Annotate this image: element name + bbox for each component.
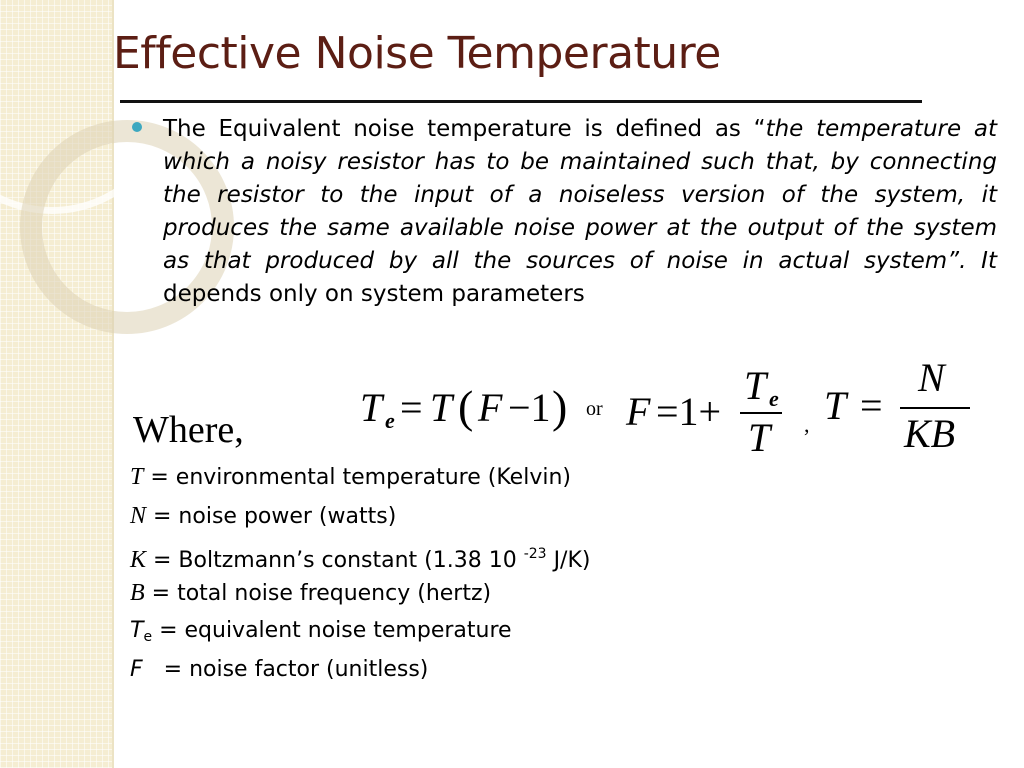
- noise-temperature-formula: [358, 355, 978, 460]
- bullet-tail: depends only on system parameters: [163, 281, 585, 307]
- definition-text: = noise power (watts): [146, 503, 397, 529]
- bullet-quote: the temperature at which a noisy resistor has to be maintained such that, by connecting the resistor to the input of a noiseless version of the system, it produces the same available noise power at the output of the system as that produced by all the sources of noise in actual system”. It: [163, 116, 997, 274]
- definition-text: = equivalent noise temperature: [152, 618, 512, 643]
- symbol-definitions: [130, 458, 590, 689]
- formula-one-plus: =1+: [656, 389, 722, 434]
- formula-fraction-bar-2: [900, 407, 970, 409]
- symbol-k: K: [130, 547, 147, 573]
- formula-fraction-denominator: T: [748, 415, 771, 460]
- definition-f: [130, 651, 590, 690]
- formula-or: or: [586, 398, 603, 420]
- symbol-f: F: [130, 656, 143, 682]
- formula-equals2: =: [860, 383, 883, 428]
- definition-t: [130, 458, 590, 497]
- title-underline: [120, 100, 922, 103]
- where-label: Where,: [133, 409, 244, 451]
- symbol-n: N: [130, 502, 147, 529]
- symbol-t: T: [130, 464, 144, 490]
- definition-text: = environmental temperature (Kelvin): [143, 465, 571, 490]
- formula-f2: F: [626, 389, 651, 434]
- slide-title: Effective Noise Temperature: [113, 28, 721, 79]
- formula-fraction-numerator-sub: e: [769, 386, 779, 411]
- formula-open-paren: (: [458, 381, 474, 432]
- exponent: -23: [523, 546, 547, 562]
- formula-kb-denominator: KB: [904, 411, 956, 456]
- formula-te-lhs: T: [360, 385, 383, 430]
- definition-b: [130, 574, 590, 613]
- formula-f: F: [478, 385, 503, 430]
- definition-k: [130, 535, 590, 574]
- formula-t: T: [430, 385, 453, 430]
- formula-te-lhs-sub: e: [385, 408, 395, 433]
- symbol-b: B: [130, 579, 145, 606]
- symbol-te: T: [130, 618, 144, 643]
- formula-minus-one: −1: [508, 385, 551, 430]
- bullet-dot-icon: [132, 122, 142, 132]
- formula-close-paren: ): [552, 381, 568, 432]
- formula-n-numerator: N: [918, 355, 945, 400]
- formula-fraction-numerator: T: [744, 363, 767, 408]
- formula-comma: ,: [804, 412, 810, 437]
- definition-text: = total noise frequency (hertz): [144, 580, 492, 606]
- bullet-intro: The Equivalent noise temperature is defined as “: [163, 116, 766, 142]
- definition-n: [130, 497, 590, 536]
- definition-bullet: [163, 113, 997, 311]
- formula-t2: T: [824, 383, 847, 428]
- formula-equals: =: [400, 385, 423, 430]
- definition-text: = noise factor (unitless): [142, 656, 429, 682]
- subscript-e: e: [143, 629, 153, 645]
- definition-unit: J/K): [546, 548, 591, 573]
- definition-text: = Boltzmann’s constant (1.38 10: [146, 548, 524, 573]
- definition-te: [130, 612, 590, 651]
